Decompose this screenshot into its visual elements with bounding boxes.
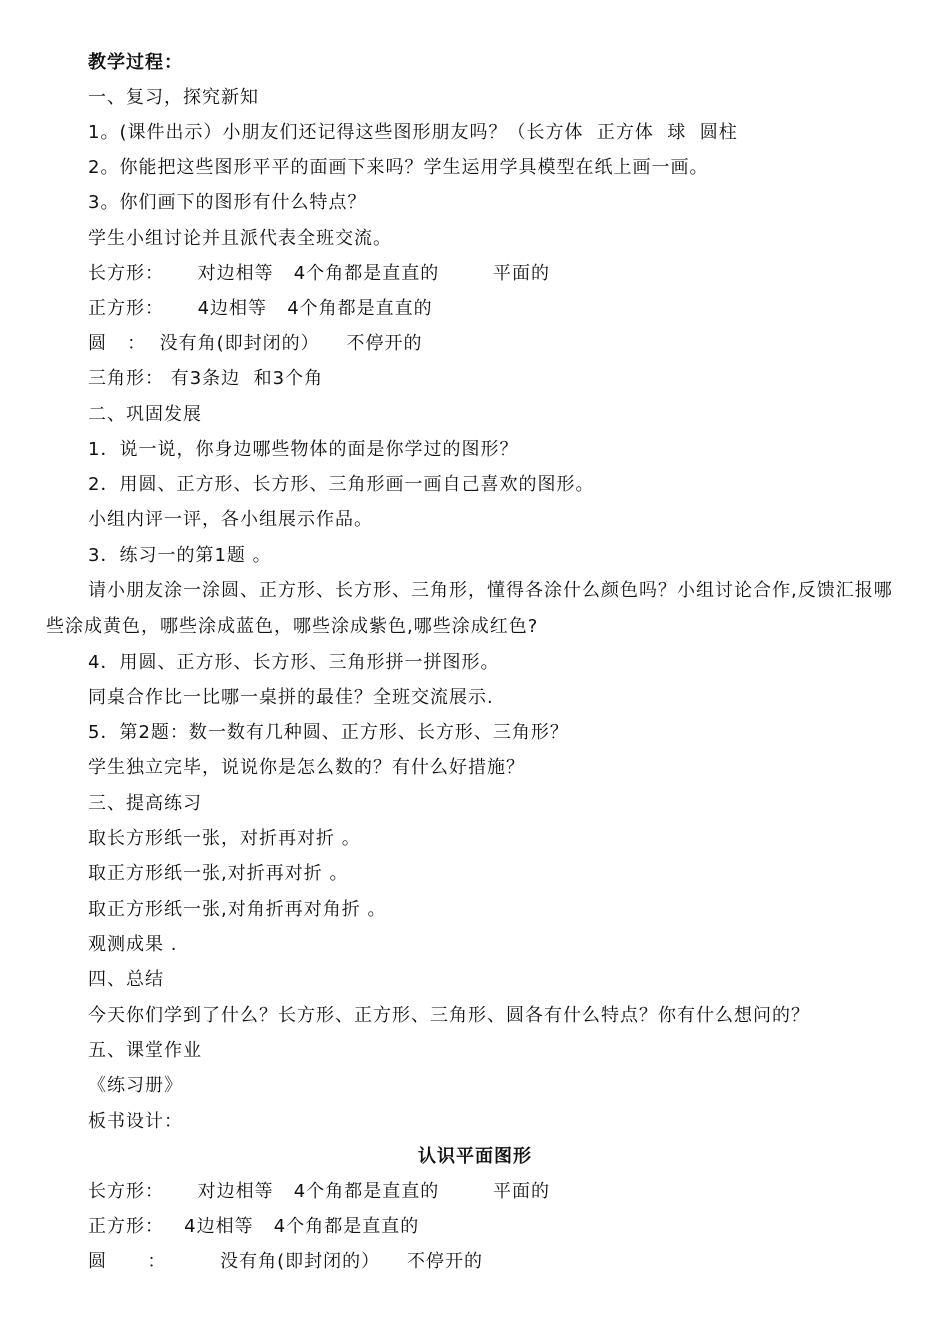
section2-item-7: 5．第2题：数一数有几种圆、正方形、长方形、三角形？ — [88, 722, 569, 743]
section3-item-3: 取正方形纸一张,对角折再对角折 。 — [88, 899, 387, 920]
section2-item-1: 1．说一说，你身边哪些物体的面是你学过的图形？ — [88, 439, 519, 460]
section1-item-2: 2。你能把这些图形平平的面画下来吗？学生运用学具模型在纸上画一画。 — [88, 157, 709, 178]
section3-item-2: 取正方形纸一张,对折再对折 。 — [88, 863, 349, 884]
section2-item-3: 小组内评一评，各小组展示作品。 — [88, 509, 373, 530]
shape-triangle: 三角形： 有3条边 和3个角 — [88, 368, 324, 389]
section2-item-5: 4．用圆、正方形、长方形、三角形拼一拼图形。 — [88, 652, 500, 673]
section1-title: 一、复习，探究新知 — [88, 87, 259, 108]
board-label: 板书设计： — [88, 1111, 183, 1132]
section2-paragraph: 请小朋友涂一涂圆、正方形、长方形、三角形，懂得各涂什么颜色吗？小组讨论合作,反馈汇报哪些涂成黄色，哪些涂成蓝色，哪些涂成紫色,哪些涂成红色? — [46, 580, 893, 637]
heading: 教学过程： — [88, 52, 183, 73]
board-line-3: 圆 ： 没有角(即封闭的） 不停开的 — [88, 1251, 484, 1272]
section2-item-2: 2．用圆、正方形、长方形、三角形画一画自己喜欢的图形。 — [88, 474, 595, 495]
board-line-2: 正方形： 4边相等 4个角都是直直的 — [88, 1216, 420, 1237]
section1-item-3: 3。你们画下的图形有什么特点？ — [88, 192, 367, 213]
section2-title: 二、巩固发展 — [88, 404, 202, 425]
section2-item-8: 学生独立完毕，说说你是怎么数的？有什么好措施？ — [88, 757, 525, 778]
board-title: 认识平面图形 — [418, 1146, 532, 1167]
section3-item-1: 取长方形纸一张，对折再对折 。 — [88, 828, 361, 849]
section2-item-4: 3．练习一的第1题 。 — [88, 545, 272, 566]
section3-item-4: 观测成果 . — [88, 934, 178, 955]
section3-title: 三、提高练习 — [88, 793, 202, 814]
section5-title: 五、课堂作业 — [88, 1040, 202, 1061]
shape-rectangle: 长方形： 对边相等 4个角都是直直的 平面的 — [88, 263, 550, 284]
section1-item-4: 学生小组讨论并且派代表全班交流。 — [88, 228, 392, 249]
section2-item-6: 同桌合作比一比哪一桌拼的最佳？全班交流展示. — [88, 687, 494, 708]
shape-square: 正方形： 4边相等 4个角都是直直的 — [88, 298, 433, 319]
section5-text: 《练习册》 — [88, 1075, 183, 1096]
shape-circle: 圆 ： 没有角(即封闭的） 不停开的 — [88, 333, 423, 354]
section4-text: 今天你们学到了什么？长方形、正方形、三角形、圆各有什么特点？你有什么想问的？ — [88, 1005, 810, 1026]
section1-item-1: 1。(课件出示）小朋友们还记得这些图形朋友吗？（长方体 正方体 球 圆柱 — [88, 122, 738, 143]
section4-title: 四、总结 — [88, 969, 164, 990]
board-line-1: 长方形： 对边相等 4个角都是直直的 平面的 — [88, 1181, 550, 1202]
